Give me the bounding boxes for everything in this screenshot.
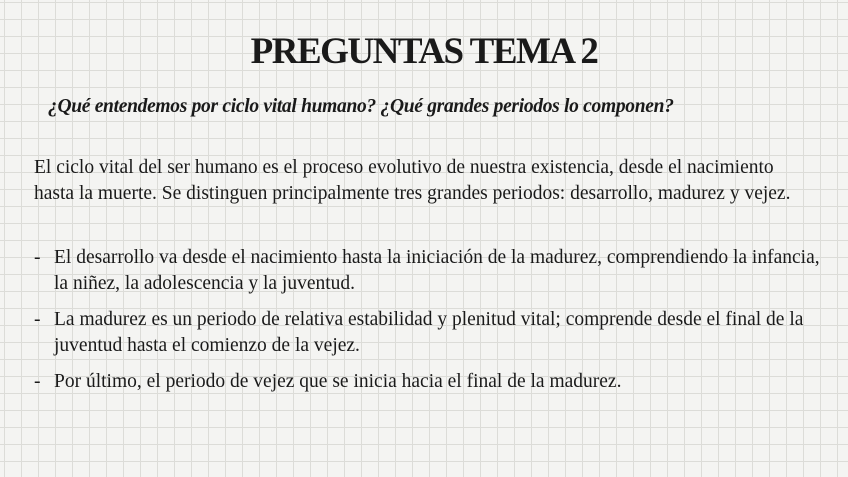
intro-paragraph: El ciclo vital del ser humano es el proceso evolutivo de nuestra existencia, desde el nacimiento hasta la muerte. Se distinguen principalmente tres grandes periodos: desarrollo, madurez y vejez. (34, 157, 791, 204)
bullet-text: El desarrollo va desde el nacimiento hasta la iniciación de la madurez, comprendiendo la infancia, la niñez, la adolescencia y la juventud. (54, 247, 820, 294)
bullet-text: Por último, el periodo de vejez que se inicia hacia el final de la madurez. (54, 371, 622, 392)
list-item (34, 245, 824, 297)
bullet-list (34, 245, 824, 405)
list-item (34, 369, 824, 395)
dash-icon: - (34, 371, 41, 392)
dash-icon: - (34, 309, 41, 330)
bullet-text: La madurez es un periodo de relativa estabilidad y plenitud vital; comprende desde el final de la juventud hasta el comienzo de la vejez. (54, 309, 804, 356)
question-text: ¿Qué entendemos por ciclo vital humano? ¿Qué grandes periodos lo componen? (48, 96, 674, 117)
list-item (34, 307, 824, 359)
dash-icon: - (34, 247, 41, 268)
slide-title: PREGUNTAS TEMA 2 (250, 31, 598, 72)
